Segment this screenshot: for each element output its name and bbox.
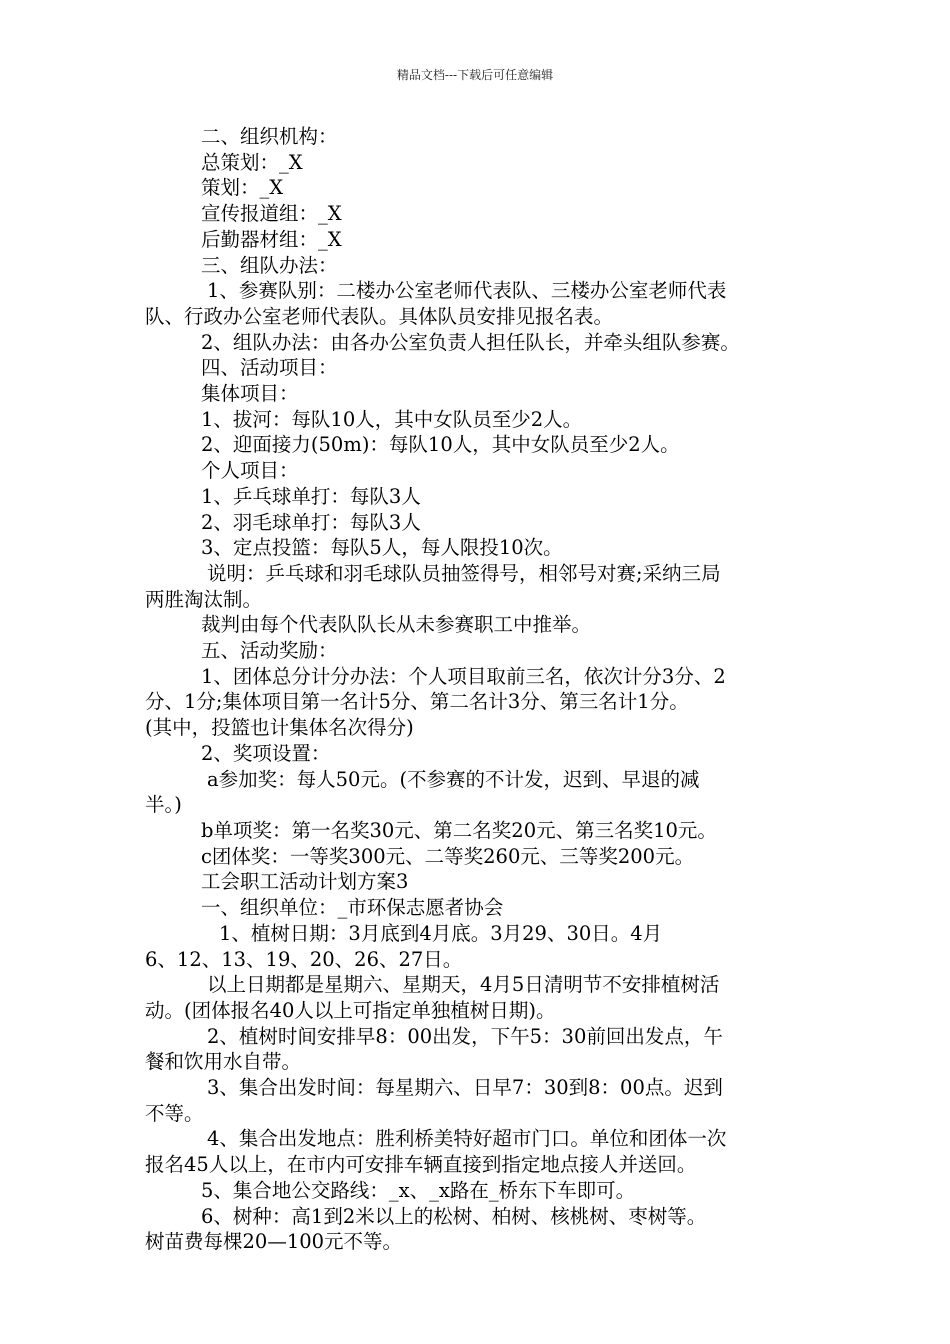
text-line: 2、植树时间安排早8：00出发，下午5：30前回出发点，午 (207, 1024, 723, 1048)
text-line: 队、行政办公室老师代表队。具体队员安排见报名表。 (145, 304, 614, 328)
text-line: 报名45人以上，在市内可安排车辆直接到指定地点接人并送回。 (145, 1153, 697, 1177)
paragraph (145, 638, 810, 664)
document-body (145, 124, 810, 1255)
paragraph (145, 664, 810, 741)
paragraph (145, 844, 810, 870)
text-line: c团体奖：一等奖300元、二等奖260元、三等奖200元。 (201, 844, 695, 868)
text-line: 6、树种：高1到2米以上的松树、柏树、核桃树、枣树等。 (201, 1204, 707, 1228)
paragraph (145, 458, 810, 484)
paragraph (145, 253, 810, 279)
text-line: 动。(团体报名40人以上可指定单独植树日期)。 (145, 998, 556, 1022)
text-line: 1、参赛队别：二楼办公室老师代表队、三楼办公室老师代表 (207, 279, 727, 303)
text-line: 裁判由每个代表队队长从未参赛职工中推举。 (201, 613, 592, 637)
page-header: 精品文档---下载后可任意编辑 (396, 68, 554, 82)
text-line: 5、集合地公交路线：_x、_x路在_桥东下车即可。 (201, 1178, 636, 1202)
text-line: 6、12、13、19、20、26、27日。 (145, 947, 463, 971)
text-line: 工会职工活动计划方案3 (201, 870, 409, 894)
text-line: 二、组织机构： (201, 125, 338, 148)
text-line: 策划：_X (201, 176, 284, 200)
paragraph (145, 561, 810, 612)
paragraph (145, 869, 810, 895)
paragraph (145, 535, 810, 561)
paragraph (145, 1075, 810, 1126)
text-line: 树苗费每棵20—100元不等。 (145, 1230, 403, 1254)
paragraph (145, 278, 810, 329)
text-line: 两胜淘汰制。 (145, 587, 263, 611)
paragraph (145, 972, 810, 1023)
text-line: 个人项目： (201, 459, 299, 483)
paragraph (145, 355, 810, 381)
paragraph (145, 484, 810, 510)
text-line: 半。) (145, 793, 182, 817)
text-line: 五、活动奖励： (201, 639, 338, 663)
text-line: 2、奖项设置： (201, 741, 331, 765)
text-line: 总策划：_X (201, 150, 303, 174)
text-line: 3、定点投篮：每队5人，每人限投10次。 (201, 536, 563, 560)
text-line: 以上日期都是星期六、星期天，4月5日清明节不安排植树活 (207, 973, 720, 997)
paragraph (145, 381, 810, 407)
text-line: 2、羽毛球单打：每队3人 (201, 510, 421, 534)
paragraph (145, 175, 810, 201)
text-line: 1、植树日期：3月底到4月底。3月29、30日。4月 (219, 921, 663, 945)
paragraph (145, 407, 810, 433)
text-line: 不等。 (145, 1101, 204, 1125)
paragraph (145, 895, 810, 921)
paragraph (145, 818, 810, 844)
text-line: 餐和饮用水自带。 (145, 1050, 302, 1074)
paragraph (145, 1126, 810, 1177)
text-line: 1、乒乓球单打：每队3人 (201, 484, 421, 508)
paragraph (145, 201, 810, 227)
paragraph (145, 330, 810, 356)
paragraph (145, 227, 810, 253)
text-line: 1、拔河：每队10人，其中女队员至少2人。 (201, 407, 583, 431)
text-line: 一、组织单位：_市环保志愿者协会 (201, 896, 504, 920)
text-line: a参加奖：每人50元。(不参赛的不计发，迟到、早退的减 (207, 767, 700, 791)
text-line: 1、团体总分计分办法：个人项目取前三名，依次计分3分、2 (201, 664, 726, 688)
paragraph (145, 612, 810, 638)
text-line: 三、组队办法： (201, 253, 338, 277)
paragraph (145, 124, 810, 150)
text-line: 后勤器材组：_X (201, 227, 342, 251)
paragraph (145, 432, 810, 458)
paragraph (145, 767, 810, 818)
paragraph (145, 150, 810, 176)
text-line: 3、集合出发时间：每星期六、日早7：30到8：00点。迟到 (207, 1076, 723, 1100)
text-line: 分、1分;集体项目第一名计5分、第二名计3分、第三名计1分。 (145, 690, 689, 714)
text-line: 宣传报道组：_X (201, 202, 342, 226)
paragraph (145, 1024, 810, 1075)
text-line: 2、组队办法：由各办公室负责人担任队长，并牵头组队参赛。 (201, 330, 740, 354)
paragraph (145, 741, 810, 767)
paragraph (145, 1178, 810, 1204)
text-line: 4、集合出发地点：胜利桥美特好超市门口。单位和团体一次 (207, 1127, 727, 1151)
text-line: 2、迎面接力(50m)：每队10人，其中女队员至少2人。 (201, 433, 680, 457)
paragraph (145, 510, 810, 536)
text-line: 集体项目： (201, 382, 299, 406)
paragraph (145, 1204, 810, 1255)
text-line: b单项奖：第一名奖30元、第二名奖20元、第三名奖10元。 (201, 818, 717, 842)
paragraph (145, 921, 810, 972)
text-line: (其中，投篮也计集体名次得分) (145, 716, 414, 740)
text-line: 说明：乒乓球和羽毛球队员抽签得号，相邻号对赛;采纳三局 (207, 561, 721, 585)
text-line: 四、活动项目： (201, 356, 338, 380)
